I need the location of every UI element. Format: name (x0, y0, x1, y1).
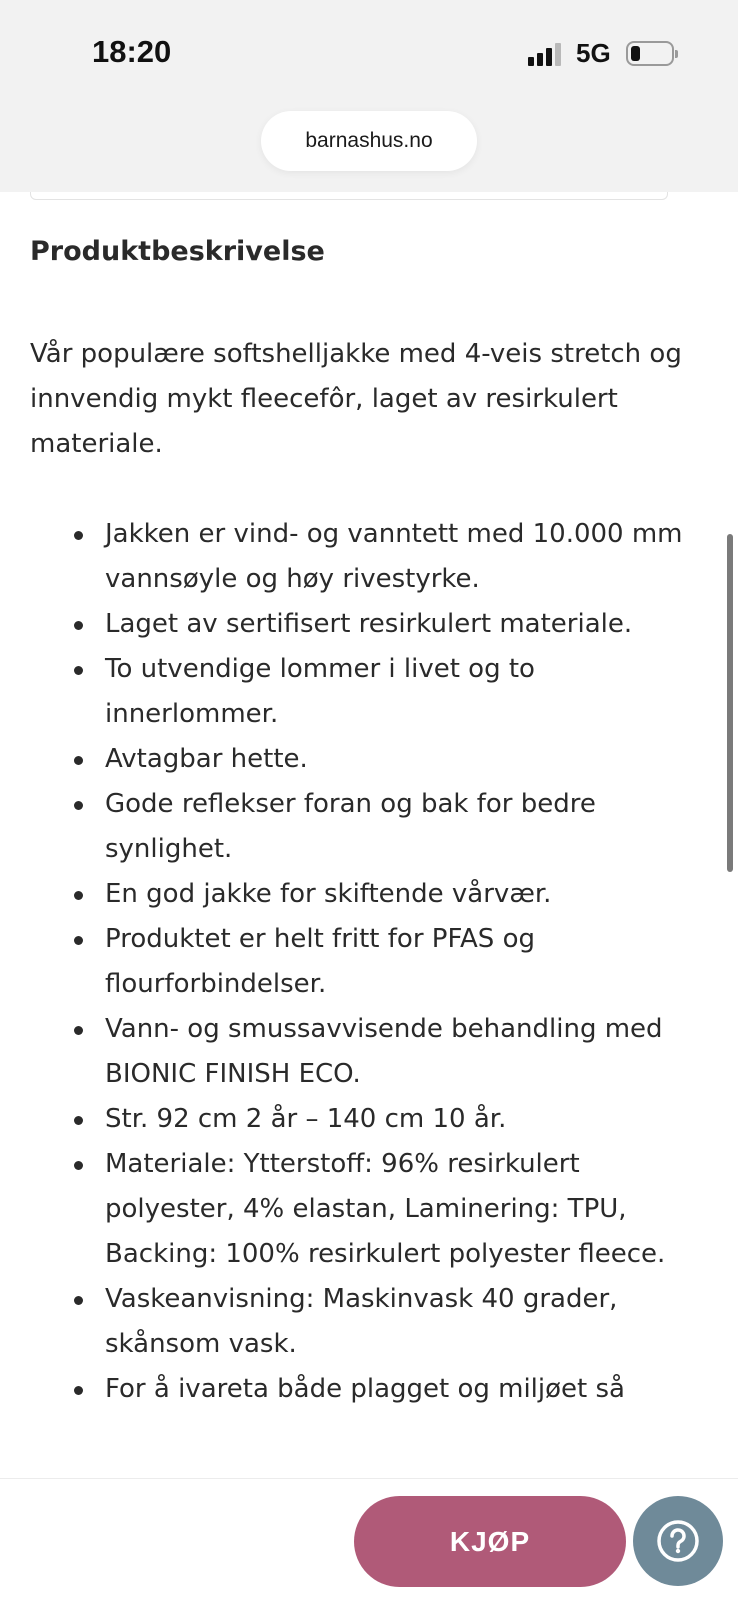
list-item: To utvendige lommer i livet og to innerlommer. (30, 647, 710, 737)
list-item: Jakken er vind- og vanntett med 10.000 mm vannsøyle og høy rivestyrke. (30, 512, 710, 602)
list-item: Str. 92 cm 2 år – 140 cm 10 år. (30, 1097, 710, 1142)
address-bar[interactable]: barnashus.no (261, 111, 477, 171)
list-item: Vaskeanvisning: Maskinvask 40 grader, skånsom vask. (30, 1277, 710, 1367)
battery-icon (626, 41, 674, 66)
list-item: For å ivareta både plagget og miljøet så (30, 1367, 710, 1412)
bottom-action-bar (0, 1478, 738, 1600)
list-item: Avtagbar hette. (30, 737, 710, 782)
list-item: Materiale: Ytterstoff: 96% resirkulert polyester, 4% elastan, Laminering: TPU, Backing: 100% resirkulert polyester fleece. (30, 1142, 710, 1277)
question-icon (656, 1519, 700, 1563)
status-time: 18:20 (92, 34, 172, 69)
browser-top-chrome (0, 0, 738, 192)
network-type: 5G (576, 38, 611, 68)
signal-icon (528, 42, 564, 66)
list-item: Vann- og smussavvisende behandling med BIONIC FINISH ECO. (30, 1007, 710, 1097)
section-title: Produktbeskrivelse (30, 236, 325, 267)
list-item: En god jakke for skiftende vårvær. (30, 872, 710, 917)
intro-text: Vår populære softshelljakke med 4-veis stretch og innvendig mykt fleecefôr, laget av resirkulert materiale. (30, 339, 682, 459)
card-bottom-edge (30, 192, 668, 200)
help-button[interactable] (633, 1496, 723, 1586)
buy-button[interactable]: KJØP (354, 1496, 626, 1587)
scrollbar[interactable] (727, 534, 733, 872)
list-item: Produktet er helt fritt for PFAS og flourforbindelser. (30, 917, 710, 1007)
feature-list (30, 512, 710, 1412)
list-item: Laget av sertifisert resirkulert materiale. (30, 602, 710, 647)
list-item: Gode reflekser foran og bak for bedre synlighet. (30, 782, 710, 872)
